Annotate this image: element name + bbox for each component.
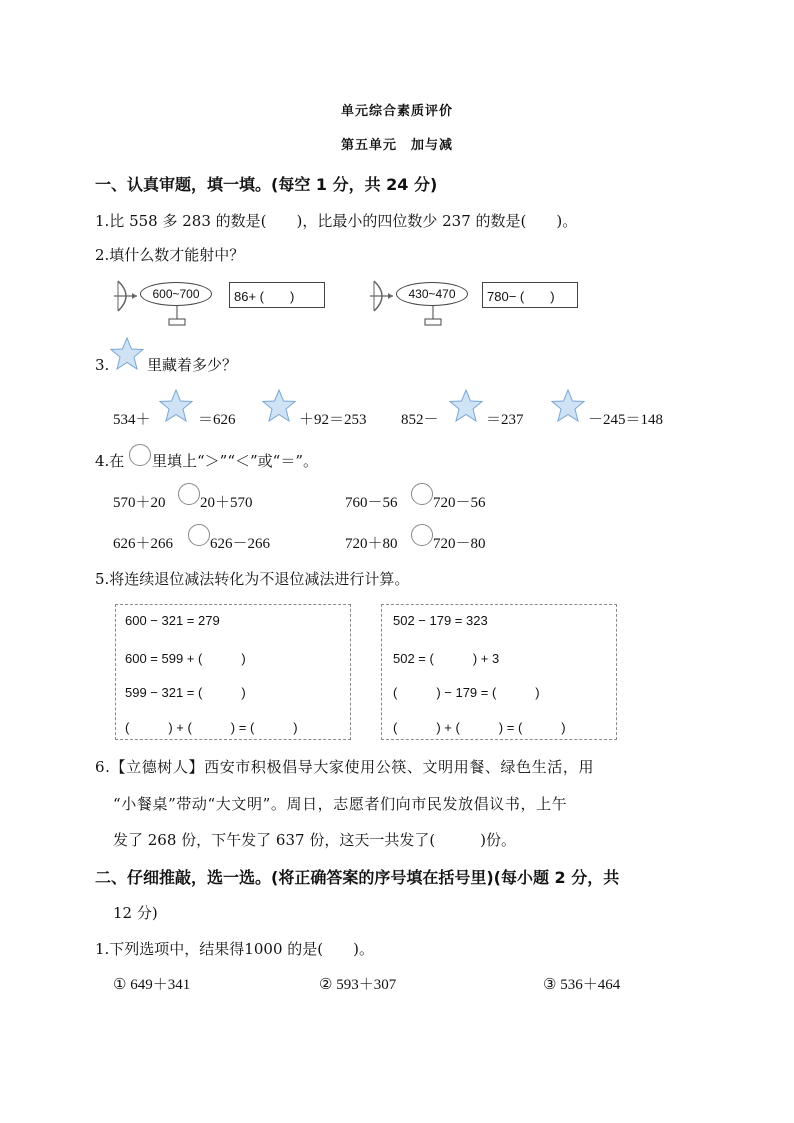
target-stand-2: [422, 305, 444, 327]
star-icon[interactable]: [449, 389, 483, 423]
compare-c-circle[interactable]: [188, 524, 210, 546]
calc-box-2-line: 502 − 179 = 323: [393, 613, 488, 628]
calc-box-1-line[interactable]: 599 − 321 = ( ): [125, 685, 246, 700]
compare-a-left: 570＋20: [113, 495, 166, 511]
option-1[interactable]: ① 649＋341: [113, 977, 191, 993]
equation-1-left: 534＋: [113, 412, 151, 428]
question-6-line-2: “小餐桌”带动“大文明”。周日，志愿者们向市民发放倡议书，上午: [113, 795, 568, 813]
equation-1-right: ＝626: [198, 412, 236, 428]
question-3-suffix: 里藏着多少？: [147, 356, 238, 374]
question-4-prefix: 4.在: [95, 452, 125, 470]
option-2[interactable]: ② 593＋307: [319, 977, 397, 993]
compare-d-right: 720－80: [433, 536, 486, 552]
calc-box-2-line[interactable]: ( ) + ( ) = ( ): [393, 720, 566, 735]
question-2-prompt: 2.填什么数才能射中？: [95, 246, 245, 264]
compare-c-right: 626－266: [210, 536, 271, 552]
equation-3-left: 852－: [401, 412, 439, 428]
option-3[interactable]: ③ 536＋464: [543, 977, 621, 993]
star-icon[interactable]: [551, 389, 585, 423]
calc-box-2-line[interactable]: 502 = ( ) + 3: [393, 651, 500, 666]
calc-box-1-line[interactable]: ( ) + ( ) = ( ): [125, 720, 298, 735]
equation-3-right: ＝237: [486, 412, 524, 428]
bow-arrow-icon: [112, 278, 138, 314]
question-6-line-1: 6.【立德树人】西安市积极倡导大家使用公筷、文明用餐、绿色生活，用: [95, 758, 595, 776]
bow-arrow-icon: [368, 278, 394, 314]
section-1-heading: 一、认真审题，填一填。(每空 1 分，共 24 分): [95, 175, 438, 194]
compare-d-circle[interactable]: [411, 524, 433, 546]
question-4-suffix: 里填上“＞”“＜”或“＝”。: [152, 452, 319, 470]
question-5-prompt: 5.将连续退位减法转化为不退位减法进行计算。: [95, 570, 410, 588]
compare-b-circle[interactable]: [411, 483, 433, 505]
question-6-line-3: 发了 268 份，下午发了 637 份，这天一共发了( )份。: [113, 831, 517, 849]
compare-a-right: 20＋570: [200, 495, 253, 511]
answer-box-1[interactable]: 86+ ( ): [229, 282, 325, 308]
question-3-prefix: 3.: [95, 356, 110, 374]
document-title: 单元综合素质评价: [340, 104, 453, 119]
compare-d-left: 720＋80: [345, 536, 398, 552]
star-icon[interactable]: [262, 389, 296, 423]
equation-2-right: ＋92＝253: [299, 412, 367, 428]
compare-b-left: 760－56: [345, 495, 398, 511]
circle-icon: [129, 444, 151, 466]
star-icon[interactable]: [159, 389, 193, 423]
answer-box-2[interactable]: 780− ( ): [482, 282, 578, 308]
target-range-2: 430~470: [396, 282, 468, 306]
calc-box-1-line[interactable]: 600 = 599 + ( ): [125, 651, 246, 666]
calc-box-2-line[interactable]: ( ) − 179 = ( ): [393, 685, 540, 700]
section-2-question-1: 1.下列选项中，结果得1000 的是( )。: [95, 940, 374, 958]
target-stand-1: [166, 305, 188, 327]
compare-a-circle[interactable]: [178, 483, 200, 505]
compare-b-right: 720－56: [433, 495, 486, 511]
compare-c-left: 626＋266: [113, 536, 174, 552]
question-1: 1.比 558 多 283 的数是( )，比最小的四位数少 237 的数是( )。: [95, 212, 578, 230]
star-icon: [110, 337, 144, 371]
section-2-heading: 二、仔细推敲，选一选。(将正确答案的序号填在括号里)(每小题 2 分，共: [95, 868, 620, 887]
target-range-1: 600~700: [140, 282, 212, 306]
equation-4-right: －245＝148: [588, 412, 664, 428]
document-subtitle: 第五单元 加与减: [340, 138, 453, 153]
section-2-heading-cont: 12 分): [113, 904, 158, 922]
calc-box-1-line: 600 − 321 = 279: [125, 613, 220, 628]
